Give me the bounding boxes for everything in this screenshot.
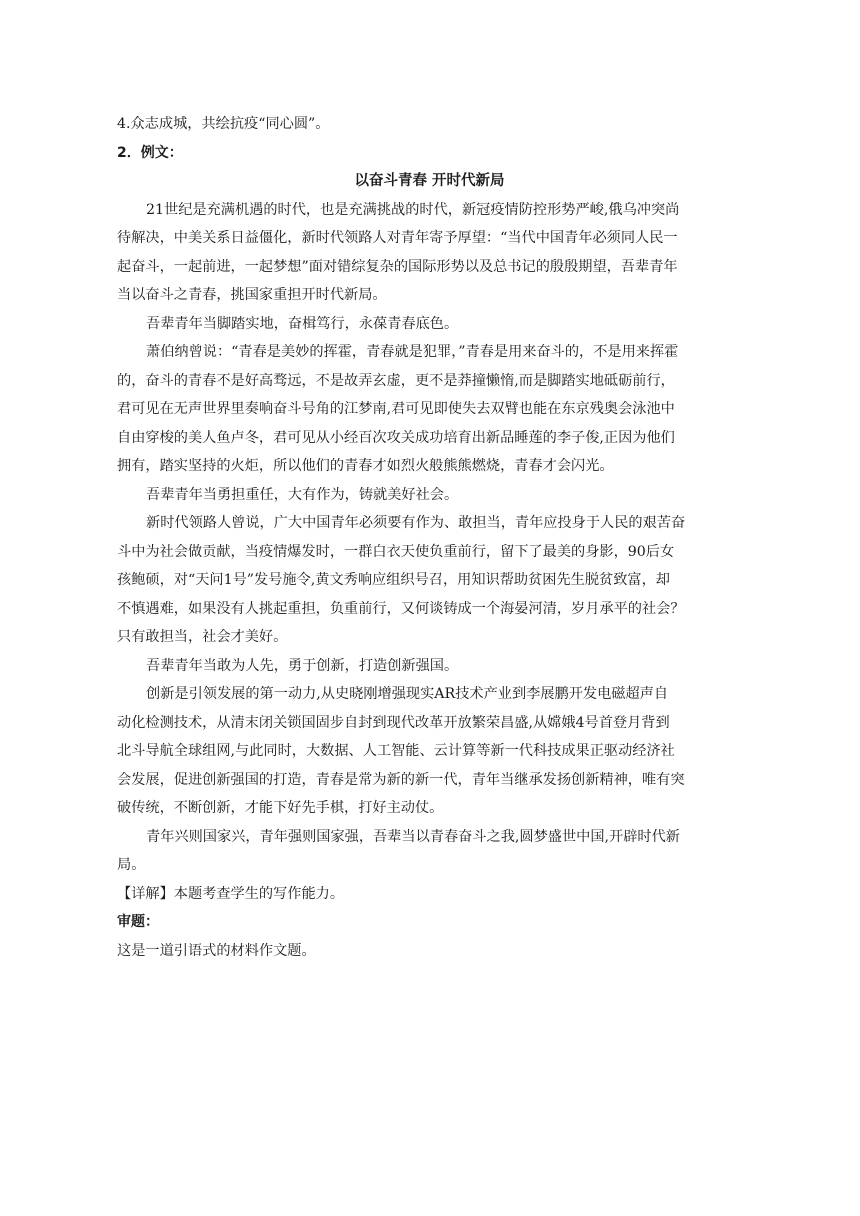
text-line: 君可见在无声世界里奏响奋斗号角的江梦南,君可见即使失去双臂也能在东京残奥会泳池中 bbox=[117, 401, 675, 417]
text-line: 当以奋斗之青春，挑国家重担开时代新局。 bbox=[117, 287, 387, 303]
document-body bbox=[117, 110, 742, 965]
text-line: 青年兴则国家兴，青年强则国家强，吾辈当以青春奋斗之我,圆梦盛世中国,开辟时代新 bbox=[146, 828, 680, 845]
paragraph-point-3 bbox=[117, 652, 742, 681]
text-line: 吾辈青年当敢为人先，勇于创新，打造创新强国。 bbox=[146, 657, 459, 674]
text-line: 斗中为社会做贡献，当疫情爆发时，一群白衣天使负重前行，留下了最美的身影，90后女 bbox=[117, 543, 675, 560]
paragraph-body-3 bbox=[117, 680, 742, 823]
text-line: 拥有，踏实坚持的火炬，所以他们的青春才如烈火般熊熊燃烧，青春才会闪光。 bbox=[117, 458, 614, 474]
text-line: 破传统，不断创新，才能下好先手棋，打好主动仗。 bbox=[117, 800, 444, 816]
text-line: 待解决，中美关系日益僵化，新时代领路人对青年寄予厚望：“当代中国青年必须同人民一 bbox=[117, 230, 678, 246]
text-line: 起奋斗，一起前进，一起梦想”面对错综复杂的国际形势以及总书记的殷殷期望，吾辈青年 bbox=[117, 258, 678, 275]
paragraph-body-1 bbox=[117, 338, 742, 481]
text-line: 只有敢担当，社会才美好。 bbox=[117, 629, 288, 645]
list-item-4: 4.众志成城，共绘抗疫“同心圆”。 bbox=[117, 116, 330, 132]
review-text: 这是一道引语式的材料作文题。 bbox=[117, 942, 316, 959]
paragraph-conclusion bbox=[117, 823, 742, 880]
review-heading: 审题： bbox=[117, 914, 159, 930]
text-line: 创新是引领发展的第一动力,从史晓刚增强现实AR技术产业到李展鹏开发电磁超声自 bbox=[146, 686, 669, 702]
text-line: 的，奋斗的青春不是好高骛远，不是故弄玄虚，更不是莽撞懒惰,而是脚踏实地砥砺前行， bbox=[117, 372, 675, 389]
example-heading: 2．例文： bbox=[117, 144, 183, 161]
paragraph-point-1 bbox=[117, 310, 742, 339]
text-line: 21世纪是充满机遇的时代，也是充满挑战的时代，新冠疫情防控形势严峻,俄乌冲突尚 bbox=[146, 201, 680, 218]
text-line: 自由穿梭的美人鱼卢冬，君可见从小经百次攻关成功培育出新品睡莲的李子俊,正因为他们 bbox=[117, 429, 675, 446]
text-line: 吾辈青年当脚踏实地，奋楫笃行，永葆青春底色。 bbox=[146, 315, 459, 332]
essay-title: 以奋斗青春 开时代新局 bbox=[354, 173, 505, 189]
text-line: 新时代领路人曾说，广大中国青年必须要有作为、敢担当，青年应投身于人民的艰苦奋 bbox=[146, 515, 686, 531]
text-line: 不慎遇难，如果没有人挑起重担，负重前行，又何谈铸成一个海晏河清，岁月承平的社会？ bbox=[117, 600, 685, 617]
text-line: 会发展，促进创新强国的打造，青春是常为新的新一代，青年当继承发扬创新精神，唯有突 bbox=[117, 771, 685, 788]
paragraph-intro bbox=[117, 196, 742, 310]
text-line: 动化检测技术，从清末闭关锁国固步自封到现代改革开放繁荣昌盛,从嫦娥4号首登月背到 bbox=[117, 714, 670, 731]
text-line: 北斗导航全球组网,与此同时，大数据、人工智能、云计算等新一代科技成果正驱动经济社 bbox=[117, 743, 675, 759]
paragraph-point-2 bbox=[117, 481, 742, 510]
paragraph-body-2 bbox=[117, 509, 742, 652]
text-line: 孩鲍硕，对“天问1号”发号施令,黄文秀响应组织号召，用知识帮助贫困先生脱贫致富，却 bbox=[117, 572, 670, 588]
text-line: 萧伯纳曾说：“青春是美妙的挥霍，青春就是犯罪，”青春是用来奋斗的，不是用来挥霍 bbox=[146, 344, 679, 360]
detail-note: 【详解】本题考查学生的写作能力。 bbox=[117, 885, 345, 902]
text-line: 局。 bbox=[117, 857, 146, 873]
text-line: 吾辈青年当勇担重任，大有作为，铸就美好社会。 bbox=[146, 486, 459, 503]
